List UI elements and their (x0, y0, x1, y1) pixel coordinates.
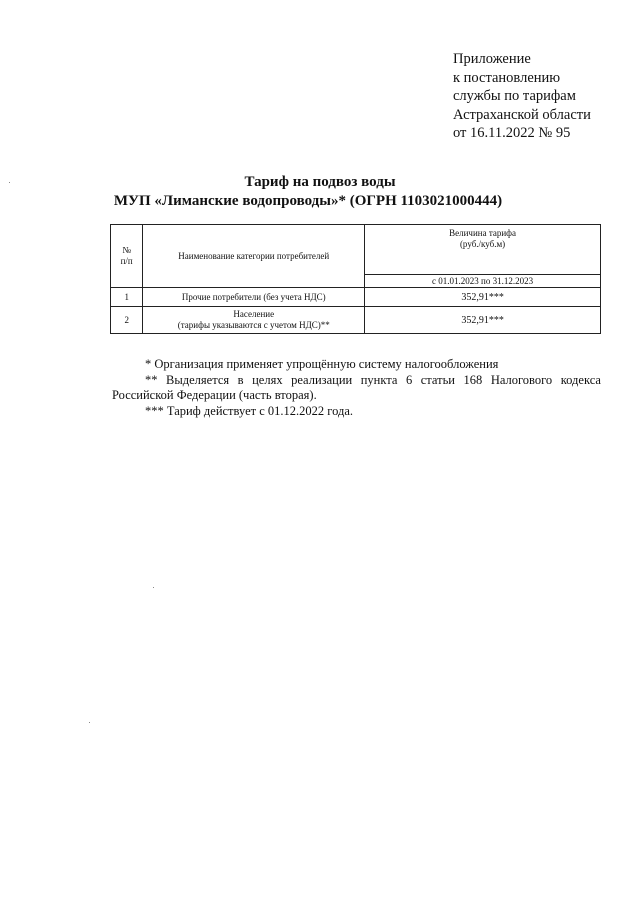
footnote-3: *** Тариф действует с 01.12.2022 года. (145, 403, 354, 418)
footnote-2-word: целях (252, 372, 283, 387)
scan-speck (9, 182, 10, 183)
appendix-line-1: Приложение (453, 51, 531, 67)
footnote-2-word: 168 (463, 372, 483, 387)
row-num-cell: 2 (111, 307, 143, 334)
appendix-line-2: к постановлению (453, 69, 561, 86)
footnotes (112, 357, 601, 419)
scan-speck (153, 587, 154, 588)
tariff-table (110, 224, 601, 334)
row-category-line-1: Население (233, 309, 275, 319)
appendix-block (453, 50, 591, 143)
footnote-2-continuation: Российской Федерации (часть вторая). (112, 388, 317, 402)
row-category-cell (143, 307, 365, 334)
header-period-cell: с 01.01.2023 по 31.12.2023 (365, 275, 601, 288)
footnote-2-word: в (237, 372, 244, 387)
document-title: Тариф на подвоз воды (244, 174, 396, 190)
footnote-2-word: статьи (420, 372, 455, 387)
row-num-cell: 1 (111, 288, 143, 307)
footnote-2-word: реализации (291, 372, 353, 387)
header-num-symbol: № (122, 245, 131, 255)
header-num-abbr: п/п (120, 256, 133, 266)
row-value-cell: 352,91*** (365, 307, 601, 334)
header-value-unit: (руб./куб.м) (459, 239, 506, 249)
header-category-cell: Наименование категории потребителей (143, 225, 365, 288)
table-header-row (111, 225, 601, 275)
row-category-cell: Прочие потребители (без учета НДС) (143, 288, 365, 307)
appendix-line-5: от 16.11.2022 № 95 (453, 125, 571, 141)
table-row (111, 307, 601, 334)
appendix-line-3: службы по тарифам (453, 88, 576, 104)
document-subtitle: МУП «Лиманские водопроводы»* (ОГРН 1103021000444) (113, 193, 503, 209)
footnote-2-word: ** (145, 372, 158, 387)
header-value-title: Величина тарифа (449, 228, 516, 238)
footnote-2-word: Выделяется (166, 372, 230, 387)
footnote-1: * Организация применяет упрощённую систему налогообложения (145, 357, 499, 371)
header-num-cell (111, 225, 143, 288)
scan-speck (89, 722, 90, 723)
footnote-2-word: 6 (405, 372, 413, 387)
row-value-cell: 352,91*** (365, 288, 601, 307)
header-value-cell (365, 225, 601, 275)
row-category-line-2: (тарифы указываются с учетом НДС)** (177, 320, 330, 330)
appendix-line-4: Астраханской области (453, 106, 591, 123)
table-row (111, 288, 601, 307)
footnote-2-word: кодекса (560, 372, 601, 387)
footnote-2 (112, 373, 601, 389)
footnote-2-word: Налогового (490, 372, 553, 387)
footnote-2-word: пункта (360, 372, 398, 387)
